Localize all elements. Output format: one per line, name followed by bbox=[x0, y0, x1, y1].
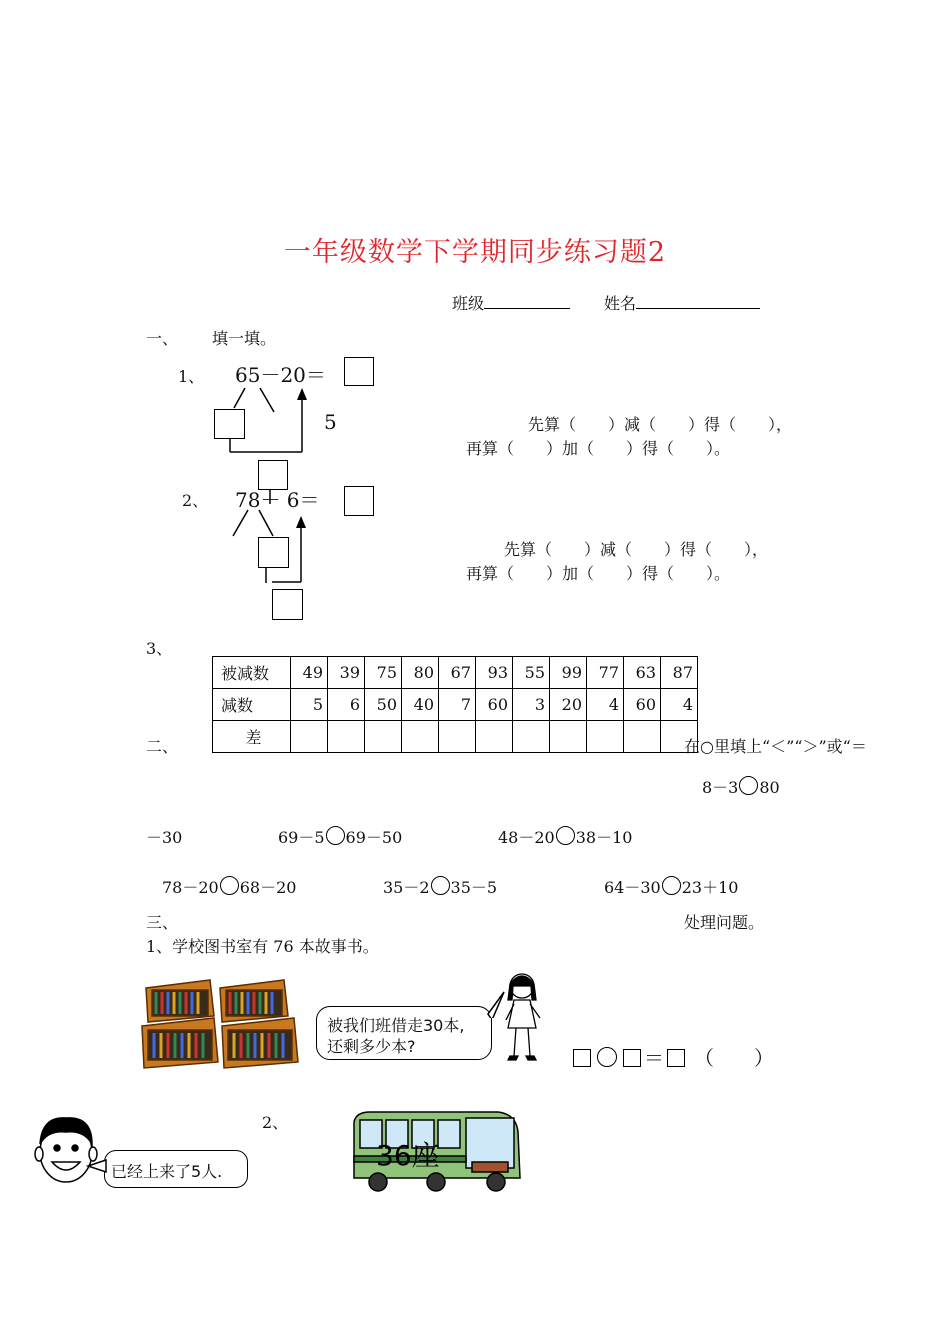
answer-cell[interactable] bbox=[513, 721, 550, 753]
q1-step1-text: 先算（ ）减（ ）得（ ）， bbox=[528, 415, 793, 434]
table-cell: 77 bbox=[587, 657, 624, 689]
compare-left: 78－20 bbox=[162, 878, 219, 897]
answer-cell[interactable] bbox=[587, 721, 624, 753]
answer-cell[interactable] bbox=[476, 721, 513, 753]
table-cell: 49 bbox=[291, 657, 328, 689]
unit-parentheses: （ ） bbox=[694, 1046, 774, 1070]
compare-right: 68－20 bbox=[239, 878, 297, 897]
table-cell: 60 bbox=[624, 689, 661, 721]
compare-circle[interactable] bbox=[220, 876, 239, 895]
table-cell: 5 bbox=[291, 689, 328, 721]
q1-side-number: 5 bbox=[324, 410, 337, 434]
compare-right: 80 bbox=[759, 778, 780, 797]
compare-circle[interactable] bbox=[662, 876, 681, 895]
q3-number: 3、 bbox=[146, 639, 173, 658]
table-cell: 7 bbox=[439, 689, 476, 721]
compare-1 bbox=[702, 775, 780, 798]
q2-number: 2、 bbox=[182, 491, 209, 510]
page-title: 一年级数学下学期同步练习题2 bbox=[283, 237, 667, 268]
compare-left: 35－2 bbox=[383, 878, 430, 897]
q2-step2-text: 再算（ ）加（ ）得（ ）。 bbox=[466, 564, 731, 583]
operator-circle[interactable] bbox=[597, 1047, 617, 1067]
compare-3 bbox=[498, 825, 632, 848]
bus-seat-label: 36座 bbox=[376, 1139, 440, 1172]
table-row-difference bbox=[213, 721, 698, 753]
compare-left: 64－30 bbox=[604, 878, 661, 897]
table-cell: 80 bbox=[402, 657, 439, 689]
answer-square[interactable] bbox=[667, 1049, 685, 1067]
table-cell: 55 bbox=[513, 657, 550, 689]
table-cell: 67 bbox=[439, 657, 476, 689]
table-cell: 99 bbox=[550, 657, 587, 689]
table-cell: 3 bbox=[513, 689, 550, 721]
row-label: 减数 bbox=[213, 689, 291, 721]
equals-sign: ＝ bbox=[644, 1046, 664, 1070]
answer-cell[interactable] bbox=[550, 721, 587, 753]
answer-cell[interactable] bbox=[365, 721, 402, 753]
row-label: 差 bbox=[213, 721, 291, 753]
table-cell: 50 bbox=[365, 689, 402, 721]
bubble-text: 已经上来了5人. bbox=[111, 1162, 223, 1181]
table-cell: 40 bbox=[402, 689, 439, 721]
answer-square[interactable] bbox=[573, 1049, 591, 1067]
bubble-line-2: 还剩多少本? bbox=[327, 1037, 416, 1056]
compare-left: 8－3 bbox=[702, 778, 739, 797]
compare-2 bbox=[278, 825, 402, 848]
bubble-tail-2 bbox=[86, 1156, 108, 1176]
compare-circle[interactable] bbox=[326, 826, 345, 845]
bookshelves-illustration bbox=[138, 976, 308, 1074]
answer-cell[interactable] bbox=[328, 721, 365, 753]
compare-4 bbox=[162, 875, 296, 898]
answer-cell[interactable] bbox=[402, 721, 439, 753]
compare-right: 69－50 bbox=[345, 828, 403, 847]
table-row-subtrahend bbox=[213, 689, 698, 721]
answer-cell[interactable] bbox=[291, 721, 328, 753]
table-cell: 75 bbox=[365, 657, 402, 689]
table-row-minuend bbox=[213, 657, 698, 689]
section3-number: 三、 bbox=[146, 913, 179, 932]
compare-right: 38－10 bbox=[575, 828, 633, 847]
q2-result-box[interactable] bbox=[272, 589, 303, 620]
section1-heading: 填一填。 bbox=[212, 329, 277, 348]
section3-heading: 处理问题。 bbox=[684, 913, 765, 932]
compare-right: 35－5 bbox=[450, 878, 498, 897]
compare-left: 69－5 bbox=[278, 828, 325, 847]
girl-illustration bbox=[498, 970, 552, 1066]
name-label: 姓名 bbox=[604, 294, 637, 313]
q2-answer-box[interactable] bbox=[344, 486, 374, 516]
compare-1-continued: －30 bbox=[146, 828, 183, 847]
table-cell: 63 bbox=[624, 657, 661, 689]
table-cell: 93 bbox=[476, 657, 513, 689]
speech-bubble-2 bbox=[104, 1150, 248, 1188]
q2-step1-text: 先算（ ）减（ ）得（ ）， bbox=[504, 540, 769, 559]
table-cell: 4 bbox=[587, 689, 624, 721]
section1-number: 一、 bbox=[146, 329, 179, 348]
bubble-line-1: 被我们班借走30本, bbox=[327, 1016, 465, 1035]
table-cell: 87 bbox=[661, 657, 698, 689]
compare-left: 48－20 bbox=[498, 828, 555, 847]
answer-cell[interactable] bbox=[439, 721, 476, 753]
q1-expression: 65－20＝ bbox=[235, 363, 326, 387]
compare-right: 23＋10 bbox=[681, 878, 739, 897]
q2-split-box[interactable] bbox=[258, 537, 289, 568]
q1-split-box[interactable] bbox=[214, 409, 245, 439]
table-cell: 20 bbox=[550, 689, 587, 721]
answer-cell[interactable] bbox=[624, 721, 661, 753]
answer-square[interactable] bbox=[623, 1049, 641, 1067]
subtraction-table bbox=[212, 656, 698, 753]
boy-illustration bbox=[30, 1110, 106, 1188]
table-cell: 39 bbox=[328, 657, 365, 689]
problem1-text: 1、学校图书室有 76 本故事书。 bbox=[146, 937, 379, 956]
table-cell: 6 bbox=[328, 689, 365, 721]
section2-heading: 在○里填上“＜”“＞”或“＝ bbox=[684, 737, 867, 756]
class-label: 班级 bbox=[452, 294, 485, 313]
table-cell: 4 bbox=[661, 689, 698, 721]
q1-number: 1、 bbox=[178, 367, 205, 386]
q2-expression: 78－ 6＝ bbox=[235, 488, 320, 512]
answer-equation bbox=[570, 1042, 774, 1071]
compare-circle[interactable] bbox=[556, 826, 575, 845]
section2-number: 二、 bbox=[146, 737, 179, 756]
speech-bubble bbox=[316, 1006, 492, 1060]
compare-circle[interactable] bbox=[739, 776, 758, 795]
compare-6 bbox=[604, 875, 738, 898]
problem2-number: 2、 bbox=[262, 1113, 289, 1132]
q1-step2-text: 再算（ ）加（ ）得（ ）。 bbox=[466, 439, 731, 458]
compare-circle[interactable] bbox=[431, 876, 450, 895]
compare-5 bbox=[383, 875, 497, 898]
table-cell: 60 bbox=[476, 689, 513, 721]
row-label: 被减数 bbox=[213, 657, 291, 689]
